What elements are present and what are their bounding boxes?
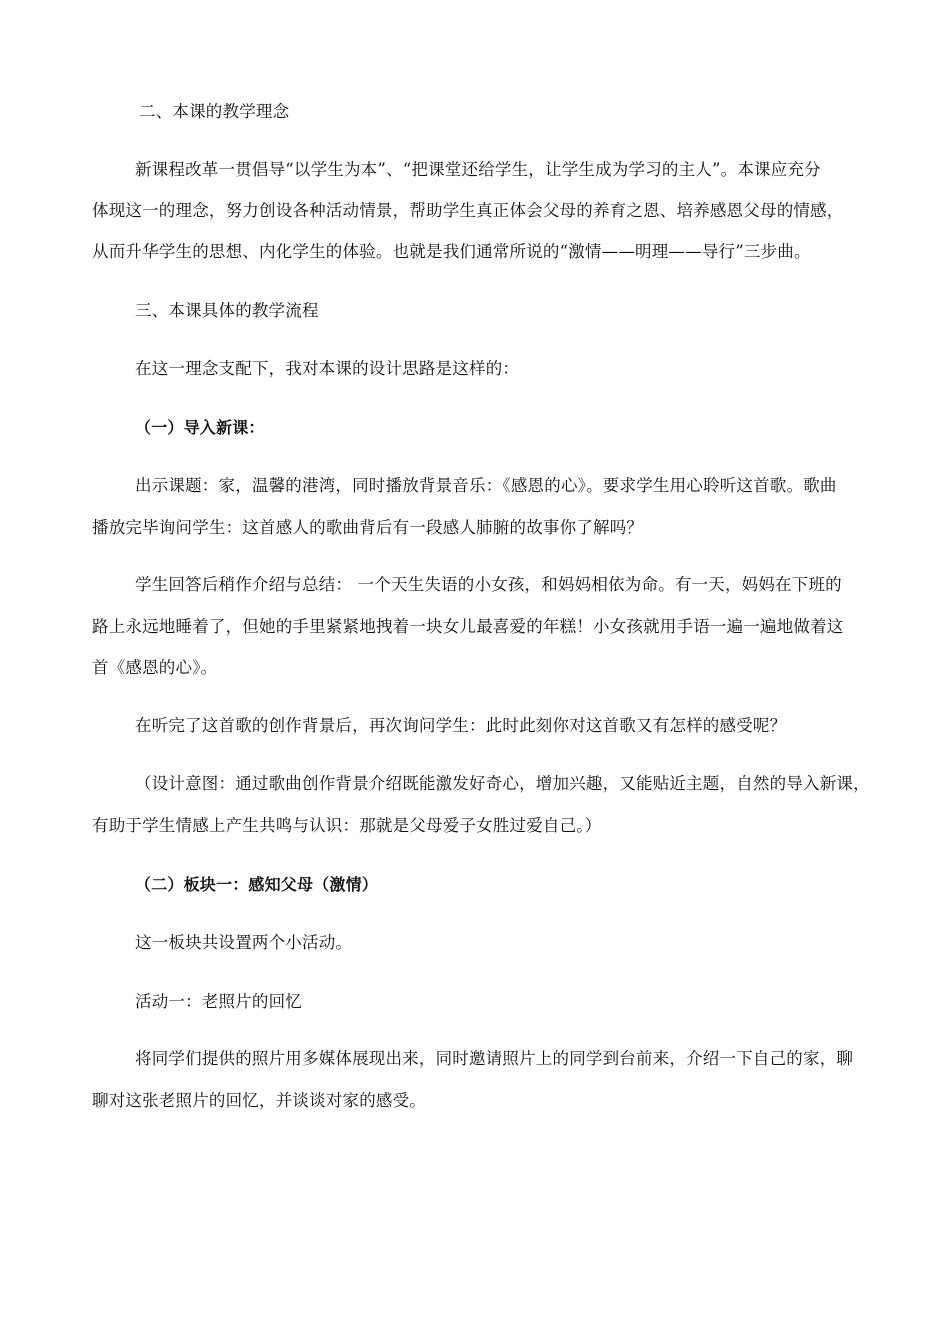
paragraph-line: 播放完毕询问学生：这首感人的歌曲背后有一段感人肺腑的故事你了解吗？ (92, 518, 644, 537)
paragraph-line: 在听完了这首歌的创作背景后，再次询问学生：此时此刻你对这首歌又有怎样的感受呢？ (135, 716, 787, 735)
paragraph-line: 新课程改革一贯倡导“以学生为本”、“把课堂还给学生，让学生成为学习的主人”。本课应充分 (135, 160, 821, 179)
section-heading-teaching-philosophy: 二、本课的教学理念 (139, 102, 290, 121)
subheading-block-one: （二）板块一：感知父母（激情） (135, 875, 379, 894)
section-heading-teaching-process: 三、本课具体的教学流程 (135, 301, 319, 320)
design-intent-note: （设计意图：通过歌曲创作背景介绍既能激发好奇心，增加兴趣，又能贴近主题，自然的导入新课， (135, 774, 870, 793)
paragraph-line: 路上永远地睡着了，但她的手里紧紧地拽着一块女儿最喜爱的年糕！小女孩就用手语一遍一遍地做着这 (92, 617, 844, 636)
paragraph-line: 学生回答后稍作介绍与总结： 一个天生失语的小女孩，和妈妈相依为命。有一天，妈妈在下班的 (135, 575, 842, 594)
paragraph-line: 将同学们提供的照片用多媒体展现出来，同时邀请照片上的同学到台前来，介绍一下自己的家，聊 (135, 1049, 854, 1068)
paragraph-line: 体现这一的理念，努力创设各种活动情景，帮助学生真正体会父母的养育之恩、培养感恩父母的情感， (92, 201, 844, 220)
paragraph-line: 这一板块共设置两个小活动。 (135, 933, 353, 952)
paragraph-line: 聊对这张老照片的回忆，并谈谈对家的感受。 (92, 1091, 426, 1110)
design-intent-note: 有助于学生情感上产生共鸣与认识：那就是父母爱子女胜过爱自己。） (92, 816, 602, 835)
paragraph-line: 在这一理念支配下，我对本课的设计思路是这样的： (135, 359, 520, 378)
subheading-introduction: （一）导入新课： (135, 418, 265, 437)
activity-heading: 活动一：老照片的回忆 (135, 992, 302, 1011)
paragraph-line: 从而升华学生的思想、内化学生的体验。也就是我们通常所说的“激情——明理——导行”三步曲。 (92, 242, 811, 261)
paragraph-line: 出示课题：家，温馨的港湾，同时播放背景音乐：《感恩的心》。要求学生用心聆听这首歌。歌曲 (135, 476, 837, 495)
paragraph-line: 首《感恩的心》。 (92, 658, 218, 677)
